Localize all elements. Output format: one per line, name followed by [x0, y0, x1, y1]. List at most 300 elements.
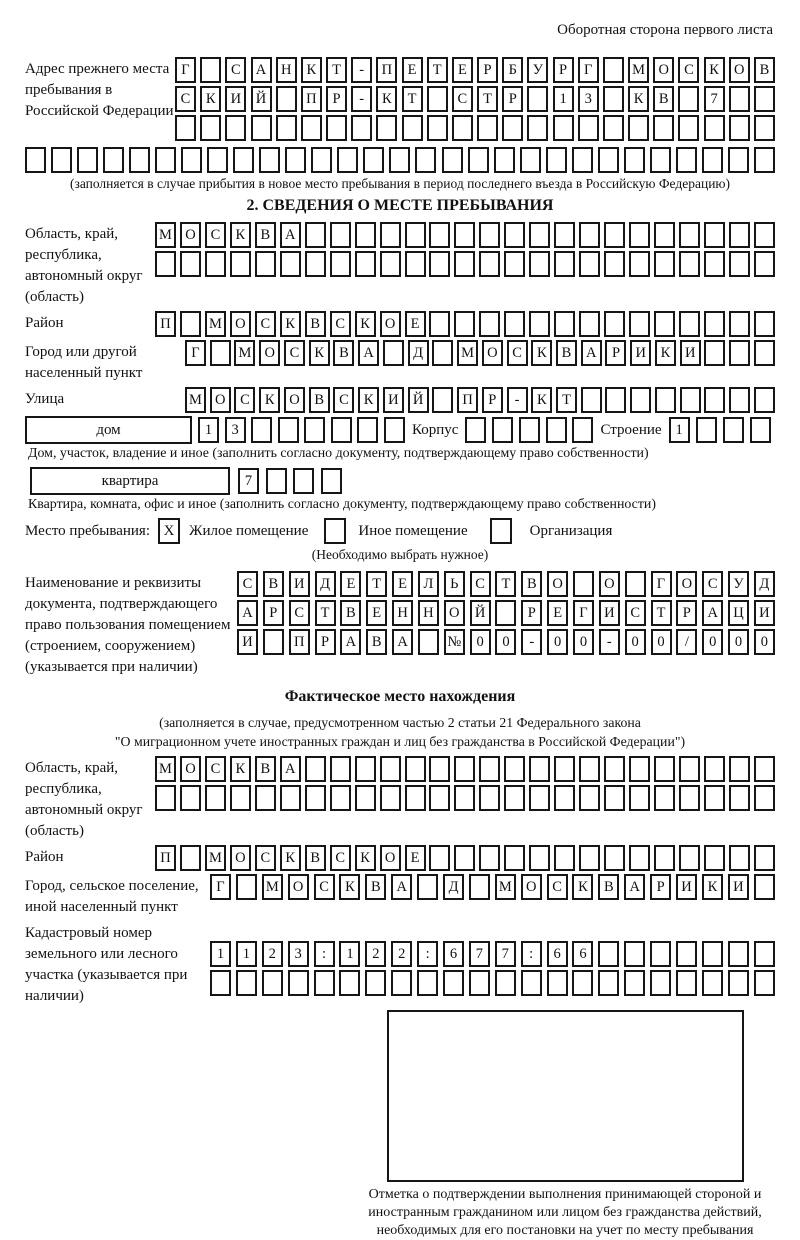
char-box[interactable]: [355, 785, 376, 811]
char-box[interactable]: 2: [262, 941, 283, 967]
char-box[interactable]: [554, 785, 575, 811]
char-box[interactable]: [454, 756, 475, 782]
other-premises-checkbox[interactable]: [324, 518, 346, 544]
char-box[interactable]: И: [680, 340, 701, 366]
char-box[interactable]: Е: [452, 57, 473, 83]
char-box[interactable]: Т: [402, 86, 423, 112]
char-box[interactable]: [630, 387, 651, 413]
char-box[interactable]: М: [628, 57, 649, 83]
char-box[interactable]: [429, 845, 450, 871]
char-box[interactable]: [654, 756, 675, 782]
char-box[interactable]: [702, 147, 723, 173]
char-box[interactable]: Д: [754, 571, 775, 597]
char-box[interactable]: [729, 340, 750, 366]
char-box[interactable]: Т: [651, 600, 672, 626]
char-box[interactable]: Е: [366, 600, 387, 626]
char-box[interactable]: [251, 115, 272, 141]
char-box[interactable]: О: [210, 387, 231, 413]
char-box[interactable]: М: [234, 340, 255, 366]
char-box[interactable]: [553, 115, 574, 141]
char-box[interactable]: [529, 251, 550, 277]
char-box[interactable]: И: [728, 874, 749, 900]
char-box[interactable]: А: [581, 340, 602, 366]
char-box[interactable]: [263, 629, 284, 655]
char-box[interactable]: А: [358, 340, 379, 366]
char-box[interactable]: [389, 147, 410, 173]
char-box[interactable]: Е: [402, 57, 423, 83]
char-box[interactable]: [598, 147, 619, 173]
char-box[interactable]: [417, 970, 438, 996]
char-box[interactable]: [492, 417, 513, 443]
char-box[interactable]: [520, 147, 541, 173]
char-box[interactable]: [479, 222, 500, 248]
char-box[interactable]: [454, 785, 475, 811]
char-box[interactable]: О: [180, 222, 201, 248]
house-type-box[interactable]: дом: [25, 416, 192, 444]
char-box[interactable]: Г: [578, 57, 599, 83]
char-box[interactable]: [259, 147, 280, 173]
char-box[interactable]: [205, 785, 226, 811]
char-box[interactable]: [207, 147, 228, 173]
char-box[interactable]: [330, 785, 351, 811]
char-box[interactable]: [479, 785, 500, 811]
char-box[interactable]: [579, 311, 600, 337]
char-box[interactable]: Н: [276, 57, 297, 83]
char-box[interactable]: [754, 756, 775, 782]
char-box[interactable]: [479, 311, 500, 337]
char-box[interactable]: [477, 115, 498, 141]
char-box[interactable]: 0: [470, 629, 491, 655]
char-box[interactable]: С: [175, 86, 196, 112]
char-box[interactable]: [704, 387, 725, 413]
char-box[interactable]: О: [547, 571, 568, 597]
char-box[interactable]: [547, 970, 568, 996]
char-box[interactable]: [432, 387, 453, 413]
char-box[interactable]: [554, 222, 575, 248]
char-box[interactable]: [504, 222, 525, 248]
char-box[interactable]: Ь: [444, 571, 465, 597]
char-box[interactable]: [380, 251, 401, 277]
char-box[interactable]: [180, 311, 201, 337]
char-box[interactable]: А: [280, 222, 301, 248]
char-box[interactable]: [495, 600, 516, 626]
char-box[interactable]: [704, 311, 725, 337]
char-box[interactable]: [729, 785, 750, 811]
char-box[interactable]: [624, 941, 645, 967]
char-box[interactable]: [314, 970, 335, 996]
char-box[interactable]: [305, 785, 326, 811]
char-box[interactable]: №: [444, 629, 465, 655]
char-box[interactable]: В: [366, 629, 387, 655]
char-box[interactable]: О: [230, 311, 251, 337]
char-box[interactable]: [391, 970, 412, 996]
char-box[interactable]: [729, 311, 750, 337]
char-box[interactable]: Т: [427, 57, 448, 83]
char-box[interactable]: В: [263, 571, 284, 597]
char-box[interactable]: [653, 115, 674, 141]
char-box[interactable]: [429, 251, 450, 277]
char-box[interactable]: [598, 941, 619, 967]
char-box[interactable]: Р: [482, 387, 503, 413]
char-box[interactable]: Е: [547, 600, 568, 626]
char-box[interactable]: А: [391, 874, 412, 900]
char-box[interactable]: Е: [405, 845, 426, 871]
char-box[interactable]: С: [284, 340, 305, 366]
char-box[interactable]: [77, 147, 98, 173]
char-box[interactable]: [293, 468, 314, 494]
char-box[interactable]: П: [376, 57, 397, 83]
char-box[interactable]: [405, 222, 426, 248]
char-box[interactable]: [604, 785, 625, 811]
char-box[interactable]: [604, 251, 625, 277]
char-box[interactable]: В: [305, 845, 326, 871]
char-box[interactable]: [679, 251, 700, 277]
char-box[interactable]: [704, 756, 725, 782]
char-box[interactable]: [704, 251, 725, 277]
char-box[interactable]: [236, 970, 257, 996]
char-box[interactable]: [650, 970, 671, 996]
char-box[interactable]: Г: [210, 874, 231, 900]
char-box[interactable]: К: [230, 222, 251, 248]
char-box[interactable]: А: [392, 629, 413, 655]
char-box[interactable]: [251, 417, 272, 443]
char-box[interactable]: [383, 340, 404, 366]
char-box[interactable]: Т: [495, 571, 516, 597]
char-box[interactable]: [754, 311, 775, 337]
char-box[interactable]: [337, 147, 358, 173]
char-box[interactable]: [629, 785, 650, 811]
char-box[interactable]: И: [599, 600, 620, 626]
char-box[interactable]: [605, 387, 626, 413]
char-box[interactable]: 7: [704, 86, 725, 112]
char-box[interactable]: [405, 251, 426, 277]
char-box[interactable]: 2: [391, 941, 412, 967]
char-box[interactable]: М: [495, 874, 516, 900]
char-box[interactable]: [754, 874, 775, 900]
char-box[interactable]: С: [625, 600, 646, 626]
char-box[interactable]: 0: [573, 629, 594, 655]
char-box[interactable]: [51, 147, 72, 173]
char-box[interactable]: [427, 86, 448, 112]
char-box[interactable]: Е: [392, 571, 413, 597]
char-box[interactable]: [380, 222, 401, 248]
char-box[interactable]: Н: [418, 600, 439, 626]
char-box[interactable]: [579, 251, 600, 277]
char-box[interactable]: [363, 147, 384, 173]
char-box[interactable]: -: [599, 629, 620, 655]
char-box[interactable]: И: [237, 629, 258, 655]
char-box[interactable]: [504, 756, 525, 782]
char-box[interactable]: В: [556, 340, 577, 366]
char-box[interactable]: [679, 756, 700, 782]
char-box[interactable]: Г: [185, 340, 206, 366]
char-box[interactable]: С: [205, 756, 226, 782]
char-box[interactable]: [629, 251, 650, 277]
char-box[interactable]: [723, 417, 744, 443]
char-box[interactable]: А: [280, 756, 301, 782]
char-box[interactable]: К: [230, 756, 251, 782]
char-box[interactable]: О: [230, 845, 251, 871]
char-box[interactable]: 3: [578, 86, 599, 112]
char-box[interactable]: В: [521, 571, 542, 597]
char-box[interactable]: [728, 147, 749, 173]
char-box[interactable]: [469, 874, 490, 900]
char-box[interactable]: [454, 311, 475, 337]
char-box[interactable]: [676, 970, 697, 996]
char-box[interactable]: [432, 340, 453, 366]
char-box[interactable]: [679, 222, 700, 248]
char-box[interactable]: О: [444, 600, 465, 626]
char-box[interactable]: [230, 785, 251, 811]
char-box[interactable]: [754, 845, 775, 871]
char-box[interactable]: А: [340, 629, 361, 655]
char-box[interactable]: [729, 222, 750, 248]
char-box[interactable]: Р: [315, 629, 336, 655]
char-box[interactable]: С: [507, 340, 528, 366]
char-box[interactable]: [650, 147, 671, 173]
char-box[interactable]: [629, 756, 650, 782]
char-box[interactable]: О: [676, 571, 697, 597]
char-box[interactable]: [233, 147, 254, 173]
char-box[interactable]: [305, 756, 326, 782]
char-box[interactable]: [729, 115, 750, 141]
char-box[interactable]: [704, 785, 725, 811]
char-box[interactable]: [527, 86, 548, 112]
char-box[interactable]: Г: [175, 57, 196, 83]
char-box[interactable]: 1: [553, 86, 574, 112]
char-box[interactable]: С: [205, 222, 226, 248]
char-box[interactable]: [454, 845, 475, 871]
char-box[interactable]: [625, 571, 646, 597]
char-box[interactable]: -: [521, 629, 542, 655]
char-box[interactable]: Р: [502, 86, 523, 112]
char-box[interactable]: [676, 941, 697, 967]
char-box[interactable]: С: [470, 571, 491, 597]
char-box[interactable]: В: [340, 600, 361, 626]
char-box[interactable]: [180, 785, 201, 811]
char-box[interactable]: [417, 874, 438, 900]
char-box[interactable]: [604, 311, 625, 337]
char-box[interactable]: [581, 387, 602, 413]
char-box[interactable]: И: [754, 600, 775, 626]
char-box[interactable]: С: [237, 571, 258, 597]
char-box[interactable]: [280, 251, 301, 277]
char-box[interactable]: [380, 785, 401, 811]
char-box[interactable]: И: [225, 86, 246, 112]
char-box[interactable]: [339, 970, 360, 996]
char-box[interactable]: [704, 340, 725, 366]
char-box[interactable]: [155, 785, 176, 811]
char-box[interactable]: О: [729, 57, 750, 83]
char-box[interactable]: [305, 251, 326, 277]
char-box[interactable]: Д: [443, 874, 464, 900]
char-box[interactable]: И: [289, 571, 310, 597]
char-box[interactable]: 7: [238, 468, 259, 494]
char-box[interactable]: [729, 251, 750, 277]
char-box[interactable]: [729, 387, 750, 413]
char-box[interactable]: Т: [315, 600, 336, 626]
char-box[interactable]: [679, 845, 700, 871]
char-box[interactable]: [728, 941, 749, 967]
char-box[interactable]: [442, 147, 463, 173]
char-box[interactable]: [604, 222, 625, 248]
char-box[interactable]: О: [599, 571, 620, 597]
char-box[interactable]: [504, 845, 525, 871]
char-box[interactable]: П: [301, 86, 322, 112]
char-box[interactable]: [276, 86, 297, 112]
char-box[interactable]: Р: [263, 600, 284, 626]
char-box[interactable]: [754, 147, 775, 173]
char-box[interactable]: [754, 115, 775, 141]
char-box[interactable]: [729, 86, 750, 112]
confirmation-stamp-box[interactable]: [387, 1010, 744, 1182]
apartment-type-box[interactable]: квартира: [30, 467, 230, 495]
char-box[interactable]: [255, 251, 276, 277]
char-box[interactable]: А: [702, 600, 723, 626]
char-box[interactable]: [326, 115, 347, 141]
char-box[interactable]: [504, 311, 525, 337]
char-box[interactable]: [529, 222, 550, 248]
char-box[interactable]: О: [521, 874, 542, 900]
char-box[interactable]: [628, 115, 649, 141]
char-box[interactable]: [603, 57, 624, 83]
char-box[interactable]: К: [704, 57, 725, 83]
char-box[interactable]: [479, 845, 500, 871]
char-box[interactable]: [180, 845, 201, 871]
char-box[interactable]: И: [676, 874, 697, 900]
char-box[interactable]: [702, 941, 723, 967]
char-box[interactable]: А: [624, 874, 645, 900]
char-box[interactable]: -: [507, 387, 528, 413]
char-box[interactable]: [579, 222, 600, 248]
char-box[interactable]: К: [339, 874, 360, 900]
char-box[interactable]: 1: [236, 941, 257, 967]
char-box[interactable]: [468, 147, 489, 173]
char-box[interactable]: С: [678, 57, 699, 83]
char-box[interactable]: [301, 115, 322, 141]
char-box[interactable]: [278, 417, 299, 443]
char-box[interactable]: В: [305, 311, 326, 337]
char-box[interactable]: [479, 251, 500, 277]
char-box[interactable]: Т: [366, 571, 387, 597]
char-box[interactable]: [754, 222, 775, 248]
char-box[interactable]: О: [259, 340, 280, 366]
char-box[interactable]: [355, 756, 376, 782]
char-box[interactable]: [405, 756, 426, 782]
char-box[interactable]: [529, 785, 550, 811]
char-box[interactable]: [429, 311, 450, 337]
char-box[interactable]: [527, 115, 548, 141]
char-box[interactable]: [572, 417, 593, 443]
char-box[interactable]: [465, 417, 486, 443]
char-box[interactable]: П: [155, 845, 176, 871]
char-box[interactable]: [729, 845, 750, 871]
char-box[interactable]: [311, 147, 332, 173]
char-box[interactable]: О: [653, 57, 674, 83]
char-box[interactable]: [210, 340, 231, 366]
char-box[interactable]: [680, 387, 701, 413]
char-box[interactable]: [155, 251, 176, 277]
char-box[interactable]: Й: [470, 600, 491, 626]
char-box[interactable]: [579, 845, 600, 871]
residential-checkbox[interactable]: X: [158, 518, 180, 544]
char-box[interactable]: [103, 147, 124, 173]
char-box[interactable]: [578, 115, 599, 141]
char-box[interactable]: [654, 845, 675, 871]
char-box[interactable]: [624, 970, 645, 996]
char-box[interactable]: Д: [315, 571, 336, 597]
char-box[interactable]: [405, 785, 426, 811]
char-box[interactable]: [629, 845, 650, 871]
char-box[interactable]: [754, 941, 775, 967]
char-box[interactable]: Д: [408, 340, 429, 366]
char-box[interactable]: [429, 785, 450, 811]
char-box[interactable]: [704, 845, 725, 871]
char-box[interactable]: 6: [547, 941, 568, 967]
char-box[interactable]: :: [314, 941, 335, 967]
char-box[interactable]: [754, 785, 775, 811]
char-box[interactable]: [429, 222, 450, 248]
char-box[interactable]: 1: [210, 941, 231, 967]
char-box[interactable]: 0: [495, 629, 516, 655]
char-box[interactable]: [205, 251, 226, 277]
char-box[interactable]: В: [333, 340, 354, 366]
char-box[interactable]: С: [234, 387, 255, 413]
char-box[interactable]: [603, 115, 624, 141]
char-box[interactable]: [262, 970, 283, 996]
char-box[interactable]: К: [572, 874, 593, 900]
char-box[interactable]: [678, 115, 699, 141]
char-box[interactable]: 0: [702, 629, 723, 655]
char-box[interactable]: [129, 147, 150, 173]
char-box[interactable]: -: [351, 86, 372, 112]
char-box[interactable]: В: [255, 222, 276, 248]
char-box[interactable]: Т: [477, 86, 498, 112]
char-box[interactable]: [676, 147, 697, 173]
char-box[interactable]: Р: [650, 874, 671, 900]
char-box[interactable]: [728, 970, 749, 996]
char-box[interactable]: О: [482, 340, 503, 366]
char-box[interactable]: В: [598, 874, 619, 900]
char-box[interactable]: [754, 251, 775, 277]
char-box[interactable]: П: [457, 387, 478, 413]
char-box[interactable]: М: [205, 845, 226, 871]
char-box[interactable]: У: [527, 57, 548, 83]
char-box[interactable]: С: [255, 845, 276, 871]
char-box[interactable]: Р: [521, 600, 542, 626]
char-box[interactable]: [175, 115, 196, 141]
char-box[interactable]: К: [301, 57, 322, 83]
char-box[interactable]: [266, 468, 287, 494]
char-box[interactable]: С: [452, 86, 473, 112]
char-box[interactable]: [554, 756, 575, 782]
char-box[interactable]: С: [330, 311, 351, 337]
char-box[interactable]: С: [702, 571, 723, 597]
char-box[interactable]: [25, 147, 46, 173]
char-box[interactable]: [704, 115, 725, 141]
char-box[interactable]: К: [531, 340, 552, 366]
char-box[interactable]: [230, 251, 251, 277]
char-box[interactable]: 1: [339, 941, 360, 967]
char-box[interactable]: Й: [408, 387, 429, 413]
char-box[interactable]: [750, 417, 771, 443]
char-box[interactable]: [679, 785, 700, 811]
char-box[interactable]: [573, 571, 594, 597]
char-box[interactable]: [443, 970, 464, 996]
char-box[interactable]: [679, 311, 700, 337]
char-box[interactable]: Ц: [728, 600, 749, 626]
char-box[interactable]: [579, 785, 600, 811]
